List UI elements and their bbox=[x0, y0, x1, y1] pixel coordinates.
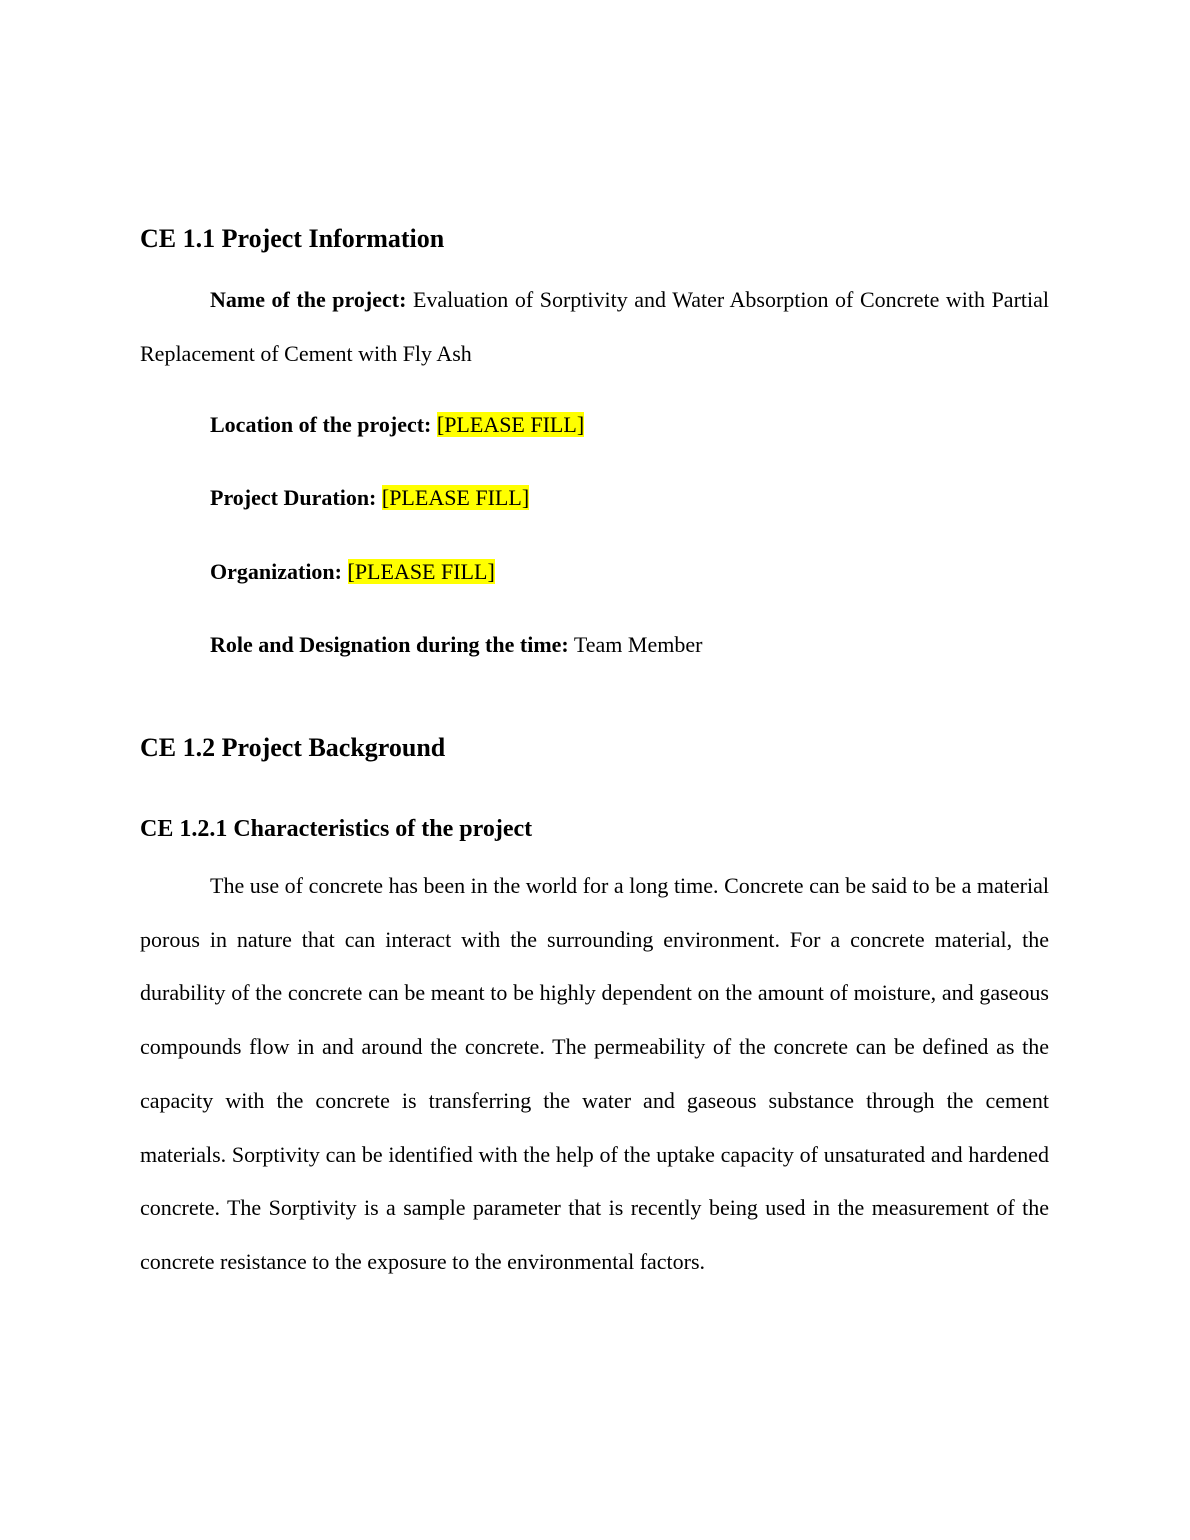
section-heading-project-background: CE 1.2 Project Background bbox=[140, 733, 446, 762]
role-label: Role and Designation during the time: bbox=[210, 632, 569, 657]
organization-label: Organization: bbox=[210, 559, 342, 584]
project-location-label: Location of the project: bbox=[210, 412, 432, 437]
organization-line bbox=[210, 557, 495, 587]
subsection-heading-characteristics: CE 1.2.1 Characteristics of the project bbox=[140, 816, 533, 842]
characteristics-paragraph: The use of concrete has been in the world for a long time. Concrete can be said to be a material porous in nature that can interact with the surrounding environment. For a concrete material, the durability of the concrete can be meant to be highly dependent on the amount of moisture, and gaseous compounds flow in and around the concrete. The permeability of the concrete can be defined as the capacity with the concrete is transferring the water and gaseous substance through the cement materials. Sorptivity can be identified with the help of the uptake capacity of unsaturated and hardened concrete. The Sorptivity is a sample parameter that is recently being used in the measurement of the concrete resistance to the exposure to the environmental factors. bbox=[140, 873, 1049, 1274]
organization-value: [PLEASE FILL] bbox=[347, 559, 495, 584]
project-name-label: Name of the project: bbox=[210, 287, 407, 312]
project-duration-label: Project Duration: bbox=[210, 485, 377, 510]
project-name-value: Evaluation of Sorptivity and Water Absorption of Concrete with Partial Replacement of Cement with Fly Ash bbox=[140, 287, 1049, 366]
section-heading-project-information: CE 1.1 Project Information bbox=[140, 224, 445, 253]
project-name-paragraph bbox=[140, 273, 1049, 380]
role-line bbox=[210, 630, 702, 660]
project-duration-value: [PLEASE FILL] bbox=[381, 485, 530, 510]
project-duration-line bbox=[210, 483, 529, 513]
project-location-value: [PLEASE FILL] bbox=[436, 412, 585, 437]
role-value: Team Member bbox=[573, 632, 703, 657]
project-location-line bbox=[210, 410, 584, 440]
